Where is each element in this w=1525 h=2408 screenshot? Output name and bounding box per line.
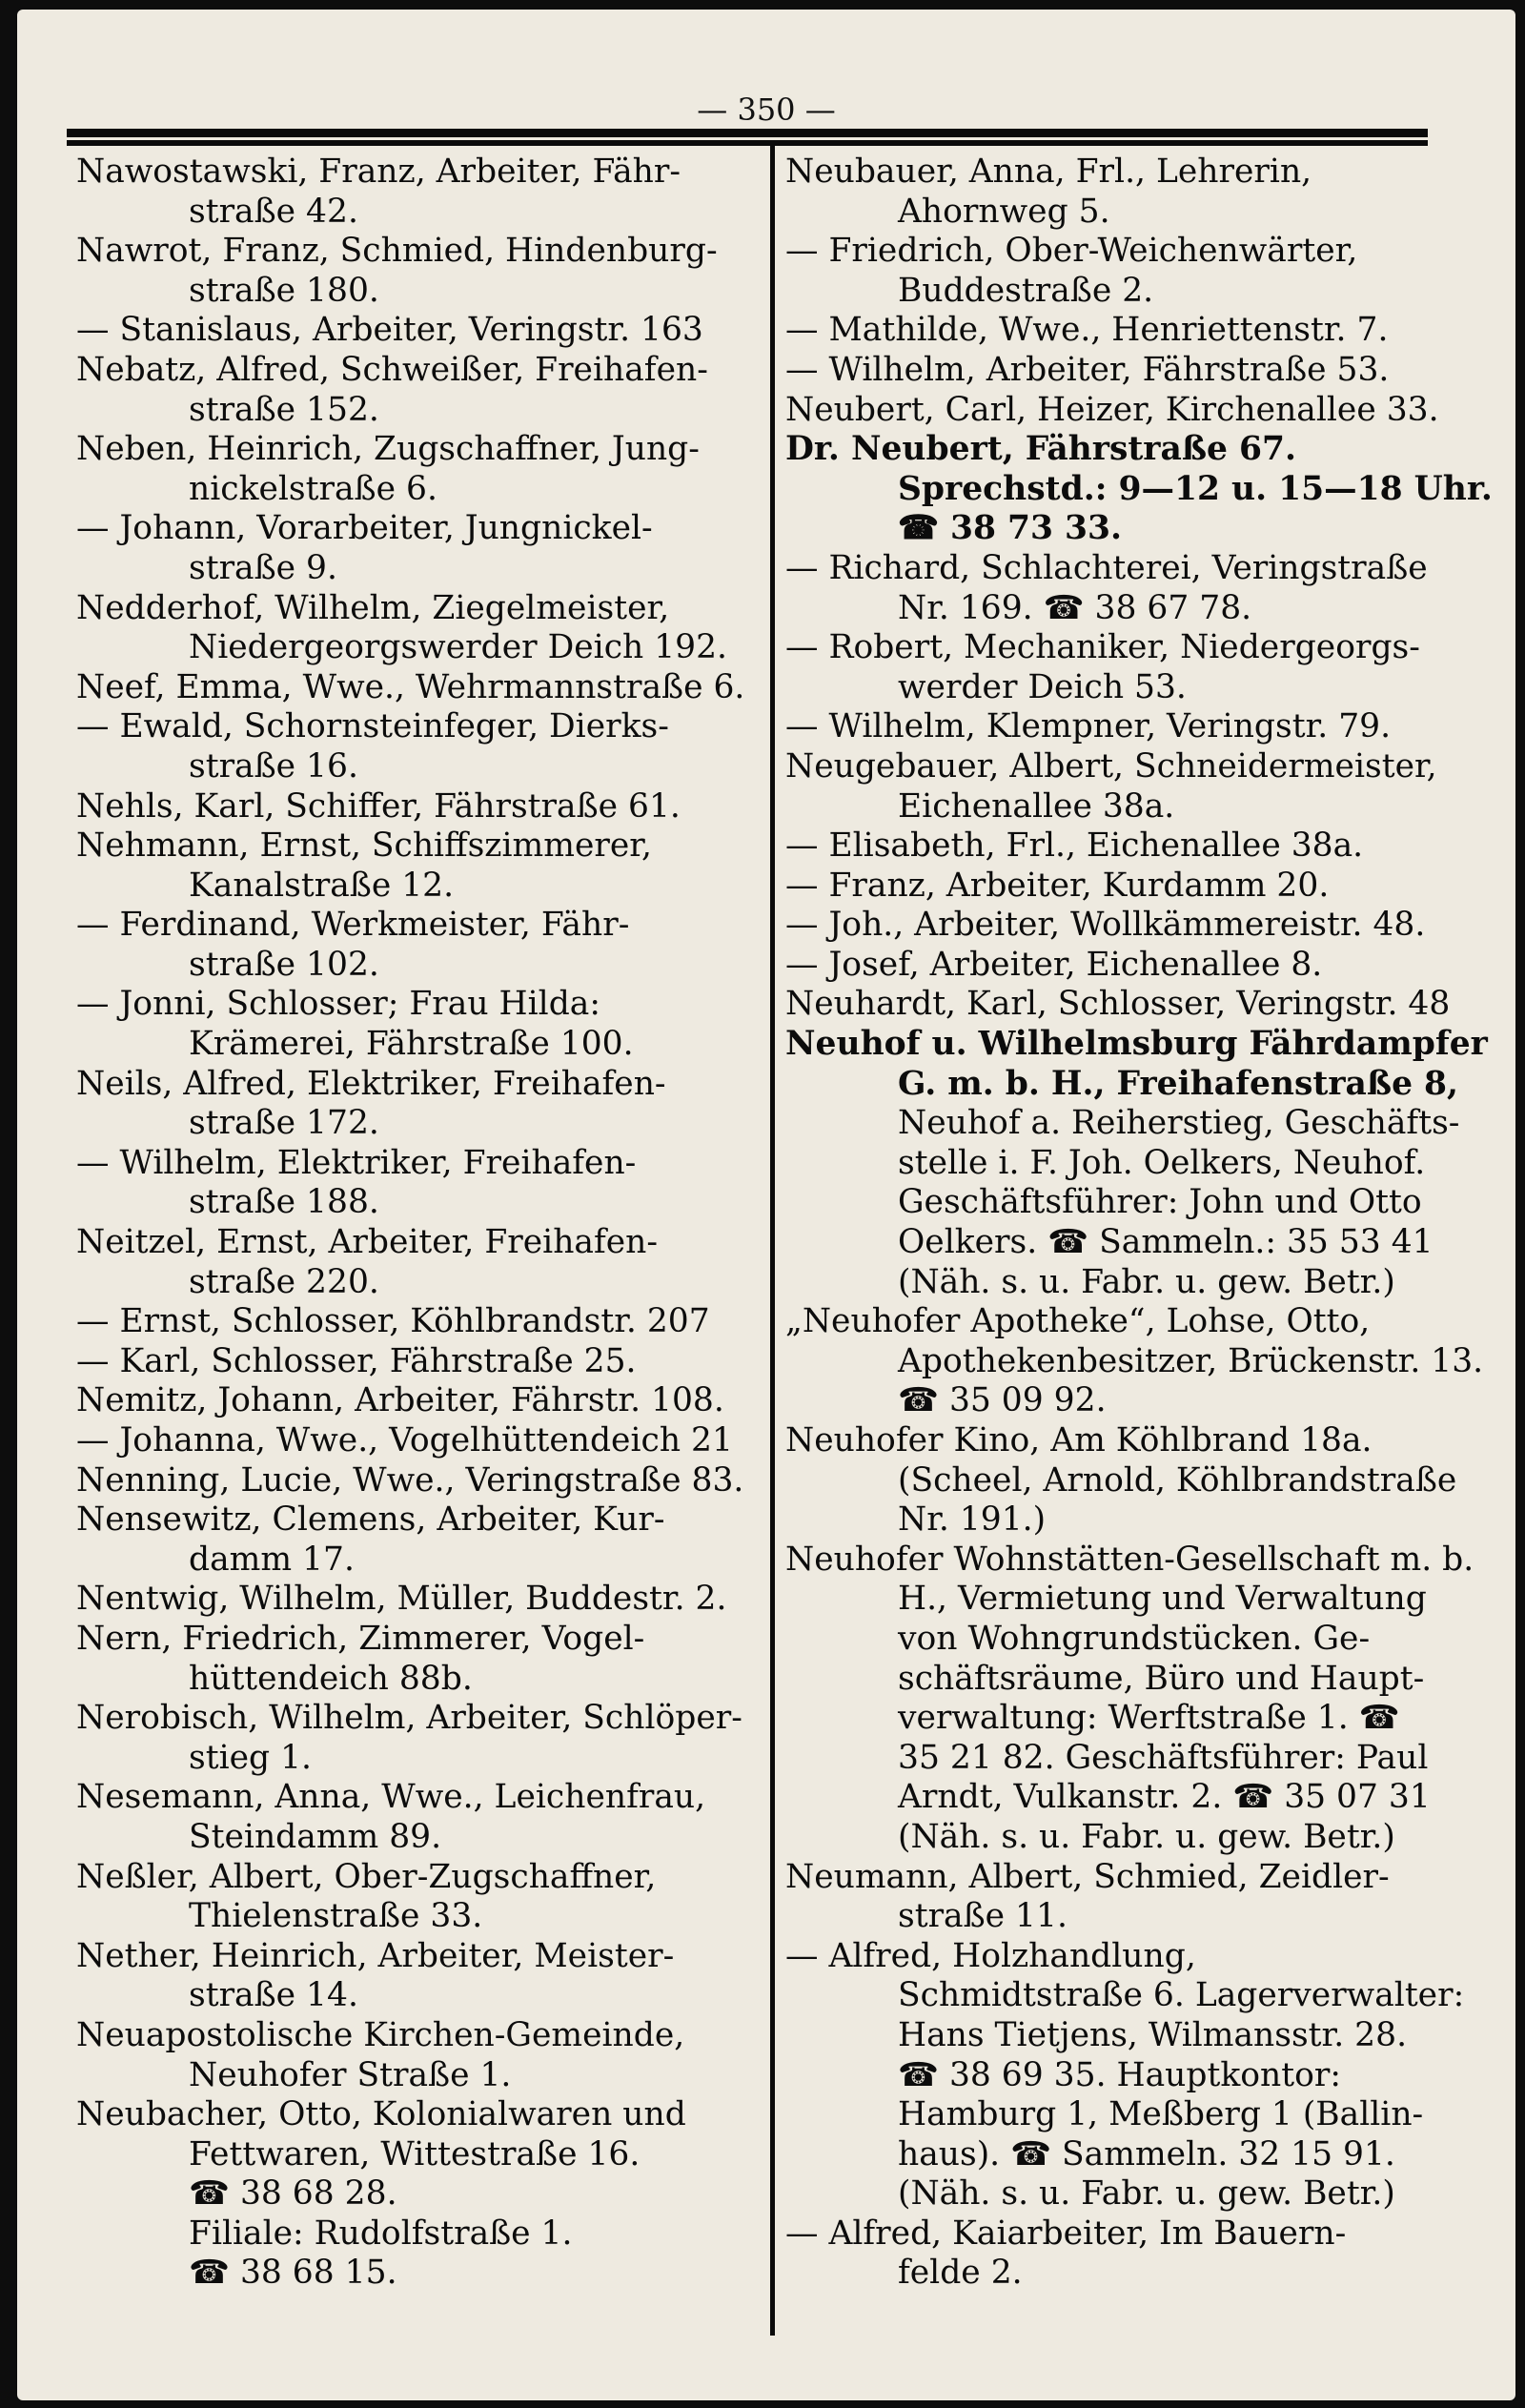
entry-line: Dr. Neubert, Fährstraße 67. [785,430,1297,469]
entry-line: Neuhofer Kino, Am Köhlbrand 18a. [785,1421,1372,1459]
entry-line: Nerobisch, Wilhelm, Arbeiter, Schlöper- [76,1699,742,1738]
directory-entry [76,2016,762,2095]
entry-line: Thielenstraße 33. [189,1897,483,1936]
directory-entry [76,509,762,588]
entry-line: ☎ 38 68 28. [189,2174,397,2214]
directory-entry [785,826,1474,867]
entry-line: Neben, Heinrich, Zugschaffner, Jung- [76,430,700,469]
entry-line: — Wilhelm, Arbeiter, Fährstraße 53. [785,350,1390,389]
directory-entry [785,2214,1474,2294]
entry-line: Neef, Emma, Wwe., Wehrmannstraße 6. [76,667,745,706]
entry-line: Niedergeorgswerder Deich 192. [189,628,728,667]
directory-entry [76,1461,762,1501]
entry-line: damm 17. [189,1540,355,1579]
directory-entry [785,351,1474,391]
directory-entry [76,1699,762,1778]
directory-entry [76,153,762,232]
directory-entry [785,985,1474,1025]
directory-entry [76,2095,762,2294]
entry-line: — Richard, Schlachterei, Veringstraße [785,548,1428,587]
entry-line: haus). ☎ Sammeln. 32 15 91. [898,2134,1395,2173]
entry-line: — Wilhelm, Elektriker, Freihafen- [76,1143,637,1182]
entry-line: (Scheel, Arnold, Köhlbrandstraße [898,1460,1457,1500]
right-column [785,153,1493,2294]
entry-line: — Robert, Mechaniker, Niedergeorgs- [785,628,1420,667]
entry-line: von Wohngrundstücken. Ge- [898,1619,1371,1658]
entry-line: straße 172. [189,1104,379,1143]
entry-line: stieg 1. [189,1738,312,1777]
entry-line: Neils, Alfred, Elektriker, Freihafen- [76,1064,666,1103]
entry-line: Nawostawski, Franz, Arbeiter, Fähr- [76,153,681,191]
directory-entry [76,1302,762,1342]
directory-entry [76,1500,762,1580]
directory-entry [785,1025,1488,1104]
directory-entry [76,707,762,786]
directory-entry [76,1421,762,1461]
entry-line: — Ernst, Schlosser, Köhlbrandstr. 207 [76,1302,710,1341]
directory-entry [785,1302,1484,1421]
entry-line: Nr. 191.) [898,1500,1047,1540]
entry-line: Neuhof a. Reiherstieg, Geschäfts- [898,1104,1460,1143]
entry-line: werder Deich 53. [898,667,1187,706]
entry-line: Nehls, Karl, Schiffer, Fährstraße 61. [76,786,681,826]
entry-line: „Neuhofer Apotheke“, Lohse, Otto, [785,1302,1371,1341]
entry-line: — Alfred, Holzhandlung, [785,1936,1196,1975]
entry-line: Neuhardt, Karl, Schlosser, Veringstr. 48 [785,985,1451,1024]
entry-line: Neumann, Albert, Schmied, Zeidler- [785,1857,1390,1896]
entry-line: Hamburg 1, Meßberg 1 (Ballin- [898,2095,1424,2134]
entry-line: (Näh. s. u. Fabr. u. gew. Betr.) [898,1262,1395,1301]
entry-line: straße 180. [189,271,379,310]
entry-line: H., Vermietung und Verwaltung [898,1580,1427,1619]
entry-line: Nether, Heinrich, Arbeiter, Meister- [76,1936,675,1975]
directory-entry [76,1778,762,1857]
directory-entry [785,311,1474,351]
entry-line: — Ewald, Schornsteinfeger, Dierks- [76,707,669,746]
entry-line: verwaltung: Werftstraße 1. ☎ [898,1699,1400,1738]
entry-line: straße 102. [189,945,379,984]
entry-line: Nehmann, Ernst, Schiffszimmerer, [76,826,652,866]
entry-line: — Alfred, Kaiarbeiter, Im Bauern- [785,2214,1347,2253]
entry-line: straße 9. [189,548,337,587]
directory-entry [76,1381,762,1421]
directory-entry [785,1421,1474,1541]
directory-entry [785,628,1474,707]
entry-line: Schmidtstraße 6. Lagerverwalter: [898,1976,1465,2015]
entry-line: ☎ 38 73 33. [898,509,1123,548]
entry-line: — Ferdinand, Werkmeister, Fähr- [76,906,630,945]
entry-line: felde 2. [898,2254,1023,2293]
directory-entry [785,1937,1474,2214]
directory-entry [785,153,1474,232]
entry-line: Steindamm 89. [189,1817,442,1856]
entry-line: Nensewitz, Clemens, Arbeiter, Kur- [76,1500,665,1540]
directory-page [17,10,1515,2400]
entry-line: Fettwaren, Wittestraße 16. [189,2134,640,2173]
directory-entry [785,946,1474,986]
entry-line: Nawrot, Franz, Schmied, Hindenburg- [76,232,718,271]
entry-line: Krämerei, Fährstraße 100. [189,1025,634,1064]
entry-line: — Mathilde, Wwe., Henriettenstr. 7. [785,311,1389,350]
directory-entry [76,1223,762,1302]
entry-line: Nemitz, Johann, Arbeiter, Fährstr. 108. [76,1381,724,1420]
directory-entry [76,1937,762,2016]
entry-line: — Jonni, Schlosser; Frau Hilda: [76,985,600,1024]
entry-line: hüttendeich 88b. [189,1659,473,1698]
directory-entry [785,906,1474,946]
directory-entry [76,1342,762,1382]
header-rule [67,129,1428,140]
entry-line: Kanalstraße 12. [189,866,455,905]
entry-line: straße 152. [189,390,379,429]
entry-line: — Franz, Arbeiter, Kurdamm 20. [785,866,1330,905]
entry-line: Neuhofer Straße 1. [189,2055,512,2094]
entry-line: Neuapostolische Kirchen-Gemeinde, [76,2015,685,2054]
directory-entry [76,826,762,906]
entry-line: Oelkers. ☎ Sammeln.: 35 53 41 [898,1223,1434,1262]
directory-entry [76,1620,762,1699]
directory-entry [76,589,762,668]
entry-line: Eichenallee 38a. [898,786,1175,826]
directory-entry [76,351,762,430]
directory-entry [76,232,762,311]
entry-line: — Elisabeth, Frl., Eichenallee 38a. [785,826,1364,866]
entry-line: Neubacher, Otto, Kolonialwaren und [76,2095,686,2134]
entry-line: Nebatz, Alfred, Schweißer, Freihafen- [76,350,708,389]
entry-line: Neitzel, Ernst, Arbeiter, Freihafen- [76,1223,659,1262]
directory-entry [785,232,1474,311]
directory-entry [76,1144,762,1223]
entry-line: Geschäftsführer: John und Otto [898,1183,1422,1222]
entry-line: straße 220. [189,1262,379,1301]
entry-line: — Johann, Vorarbeiter, Jungnickel- [76,509,653,548]
entry-line: Nedderhof, Wilhelm, Ziegelmeister, [76,588,670,627]
directory-entry [785,1104,1474,1302]
directory-entry [76,787,762,827]
entry-line: straße 11. [898,1897,1068,1936]
entry-line: Nr. 169. ☎ 38 67 78. [898,588,1252,627]
entry-line: Nesemann, Anna, Wwe., Leichenfrau, [76,1778,706,1817]
entry-line: Neubert, Carl, Heizer, Kirchenallee 33. [785,390,1439,429]
entry-line: Neuhofer Wohnstätten-Gesellschaft m. b. [785,1540,1474,1579]
page-number: — 350 — [697,92,836,128]
column-divider [770,143,775,2336]
directory-entry [76,985,762,1064]
entry-line: Arndt, Vulkanstr. 2. ☎ 35 07 31 [898,1778,1431,1817]
entry-line: — Karl, Schlosser, Fährstraße 25. [76,1341,637,1380]
left-column [76,153,762,2294]
directory-entry [76,1858,762,1937]
directory-entry [76,311,762,351]
entry-line: Filiale: Rudolfstraße 1. [189,2214,573,2253]
entry-line: Nentwig, Wilhelm, Müller, Buddestr. 2. [76,1580,727,1619]
entry-line: Neubauer, Anna, Frl., Lehrerin, [785,153,1312,191]
entry-line: nickelstraße 6. [189,469,437,508]
entry-line: — Johanna, Wwe., Vogelhüttendeich 21 [76,1421,733,1459]
entry-line: Apothekenbesitzer, Brückenstr. 13. [898,1341,1484,1380]
directory-entry [76,1065,762,1144]
entry-line: straße 14. [189,1976,358,2015]
entry-line: Sprechstd.: 9—12 u. 15—18 Uhr. [898,469,1493,508]
entry-line: — Stanislaus, Arbeiter, Veringstr. 163 [76,311,703,350]
directory-entry [76,430,762,509]
entry-line: Neßler, Albert, Ober-Zugschaffner, [76,1857,657,1896]
entry-line: stelle i. F. Joh. Oelkers, Neuhof. [898,1143,1426,1182]
directory-entry [785,747,1474,826]
directory-entry [785,391,1474,431]
entry-line: straße 42. [189,192,358,231]
entry-line: — Josef, Arbeiter, Eichenallee 8. [785,945,1323,984]
directory-entry [785,1541,1474,1858]
entry-line: (Näh. s. u. Fabr. u. gew. Betr.) [898,1817,1395,1856]
entry-line: ☎ 35 09 92. [898,1381,1107,1420]
entry-line: Hans Tietjens, Wilmansstr. 28. [898,2015,1408,2054]
entry-line: G. m. b. H., Freihafenstraße 8, [898,1064,1459,1103]
entry-line: ☎ 38 68 15. [189,2254,397,2293]
entry-line: straße 188. [189,1183,379,1222]
directory-entry [785,867,1474,907]
entry-line: (Näh. s. u. Fabr. u. gew. Betr.) [898,2174,1395,2214]
entry-line: Ahornweg 5. [898,192,1110,231]
entry-line: Nern, Friedrich, Zimmerer, Vogel- [76,1619,645,1658]
entry-line: Neuhof u. Wilhelmsburg Fährdampfer [785,1025,1488,1064]
directory-entry [76,1580,762,1620]
directory-entry [785,549,1474,628]
entry-line: ☎ 38 69 35. Hauptkontor: [898,2055,1341,2094]
directory-entry [785,1858,1474,1937]
entry-line: — Wilhelm, Klempner, Veringstr. 79. [785,707,1392,746]
entry-line: — Joh., Arbeiter, Wollkämmereistr. 48. [785,906,1426,945]
directory-entry [785,707,1474,747]
entry-line: schäftsräume, Büro und Haupt- [898,1659,1425,1698]
directory-entry [785,430,1493,549]
entry-line: straße 16. [189,746,358,786]
entry-line: — Friedrich, Ober-Weichenwärter, [785,232,1358,271]
entry-line: Neugebauer, Albert, Schneidermeister, [785,746,1437,786]
directory-entry [76,668,762,708]
directory-entry [76,906,762,985]
entry-line: Nenning, Lucie, Wwe., Veringstraße 83. [76,1460,744,1500]
entry-line: 35 21 82. Geschäftsführer: Paul [898,1738,1429,1777]
entry-line: Buddestraße 2. [898,271,1154,310]
